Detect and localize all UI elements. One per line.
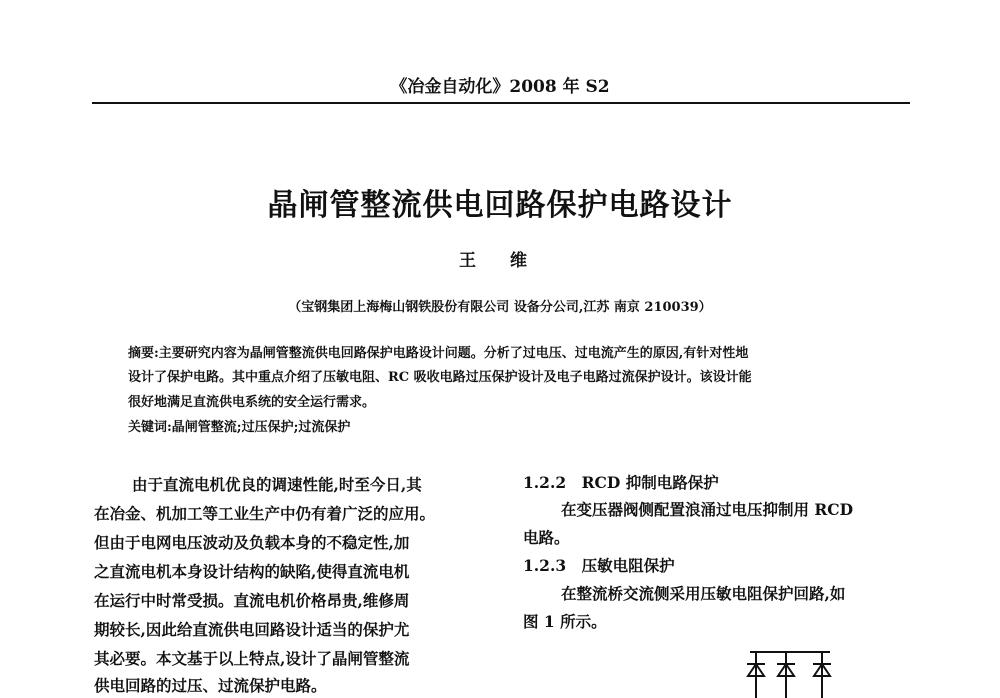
author-affiliation: （宝钢集团上海梅山钢铁股份有限公司 设备分公司,江苏 南京 210039） xyxy=(288,300,712,315)
body-paragraph-line: 电路。 xyxy=(523,528,570,547)
body-paragraph-line: 在变压器阀侧配置浪涌过电压抑制用 RCD xyxy=(561,500,854,519)
body-paragraph-line: 供电回路的过压、过流保护电路。 xyxy=(94,676,327,695)
abstract-line: 很好地满足直流供电系统的安全运行需求。 xyxy=(128,395,376,410)
body-paragraph-line: 在整流桥交流侧采用压敏电阻保护回路,如 xyxy=(561,584,846,603)
body-paragraph-line: 在运行中时常受损。直流电机价格昂贵,维修周 xyxy=(94,591,410,610)
section-heading: 1.2.3 压敏电阻保护 xyxy=(523,556,675,575)
figure-1-rectifier-circuit xyxy=(700,640,860,698)
body-paragraph-line: 图 1 所示。 xyxy=(523,612,607,631)
author-name: 王 维 xyxy=(459,251,541,271)
body-paragraph-line: 在冶金、机加工等工业生产中仍有着广泛的应用。 xyxy=(94,504,436,523)
journal-header: 《冶金自动化》2008 年 S2 xyxy=(390,77,610,97)
keywords-line: 关键词:晶闸管整流;过压保护;过流保护 xyxy=(128,420,351,435)
paper-title: 晶闸管整流供电回路保护电路设计 xyxy=(267,188,733,223)
section-heading: 1.2.2 RCD 抑制电路保护 xyxy=(523,473,719,492)
abstract-line: 摘要:主要研究内容为晶闸管整流供电回路保护电路设计问题。分析了过电压、过电流产生的原因,有针对性地 xyxy=(128,346,749,361)
body-paragraph-line: 其必要。本文基于以上特点,设计了晶闸管整流 xyxy=(94,649,410,668)
body-paragraph-line: 但由于电网电压波动及负载本身的不稳定性,加 xyxy=(94,533,410,552)
body-paragraph-line: 由于直流电机优良的调速性能,时至今日,其 xyxy=(132,475,422,494)
body-paragraph-line: 之直流电机本身设计结构的缺陷,使得直流电机 xyxy=(94,562,410,581)
header-rule xyxy=(92,102,910,104)
body-paragraph-line: 期较长,因此给直流供电回路设计适当的保护尤 xyxy=(94,620,410,639)
abstract-line: 设计了保护电路。其中重点介绍了压敏电阻、RC 吸收电路过压保护设计及电子电路过流保护设计。该设计能 xyxy=(128,370,752,385)
